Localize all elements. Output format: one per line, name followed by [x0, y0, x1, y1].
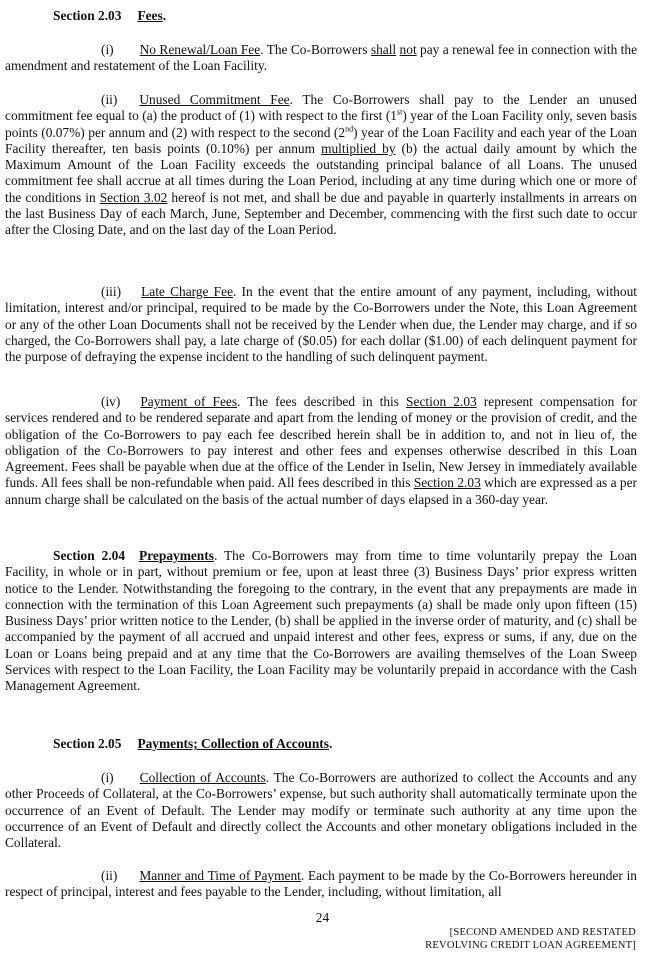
payments-paragraph-i: (i) Collection of Accounts. The Co-Borrowers are authorized to collect the Accounts and any other Proceeds of Collateral, at the Co-Borrowers’ expense, but such authority shall automatically terminate upon the occurrence of an Event of Default. The Lender may modify or terminate such authority at any time upon the occurrence of an Event of Default and directly collect the Accounts and other monetary obligations included in the Collateral. — [5, 770, 637, 851]
item-number: (ii) — [101, 868, 118, 883]
section-title: Fees — [137, 8, 163, 23]
item-title: Unused Commitment Fee — [139, 92, 290, 107]
section-2-03-heading: Section 2.03 Fees. — [53, 8, 167, 23]
section-label: Section 2.03 — [53, 8, 122, 23]
section-title: Prepayments — [139, 548, 214, 563]
fees-paragraph-iii: (iii) Late Charge Fee. In the event that the entire amount of any payment, including, without limitation, interest and/or principal, required to be made by the Co-Borrowers under the Note, this Loan Agreement or any of the other Loan Documents shall not be received by the Lender when due, the Lender may charge, and if so charged, the Co-Borrowers shall pay, a late charge of ($0.05) for each dollar ($1.00) of each delinquent payment for the purpose of defraying the expense incident to the handling of such delinquent payment. — [5, 284, 637, 365]
item-number: (i) — [101, 42, 114, 57]
section-2-05-heading: Section 2.05 Payments; Collection of Accounts. — [53, 736, 333, 751]
item-number: (iii) — [101, 284, 122, 299]
footer-title-line-1: [SECOND AMENDED AND RESTATED — [449, 927, 636, 938]
item-title: Manner and Time of Payment — [139, 868, 301, 883]
fees-paragraph-iv: (iv) Payment of Fees. The fees described in this Section 2.03 represent compensation for services rendered and to be rendered separate and apart from the lending of money or the provision of credit, and the obligation of the Co-Borrowers to pay each fee described herein shall be in addition to, and not in lieu of, the obligation of the Co-Borrowers to pay interest and other fees and expenses otherwise described in this Loan Agreement. Fees shall be payable when due at the office of the Lender in Iselin, New Jersey in immediately available funds. All fees shall be non-refundable when paid. All fees described in this Section 2.03 which are expressed as a per annum charge shall be calculated on the basis of the actual number of days elapsed in a 360-day year. — [5, 394, 638, 507]
item-number: (i) — [101, 770, 114, 785]
document-footer-title — [425, 927, 636, 952]
item-title: Late Charge Fee — [141, 284, 234, 299]
footer-title-line-2: REVOLVING CREDIT LOAN AGREEMENT] — [425, 939, 636, 951]
fees-paragraph-ii: (ii) Unused Commitment Fee. The Co-Borrowers shall pay to the Lender an unused commitment fee equal to (a) the product of (1) with respect to the first (1st) year of the Loan Facility only, seven basis points (0.07%) per annum and (2) with respect to the second (2nd) year of the Loan Facility and each year of the Loan Facility thereafter, ten basis points (0.10%) per annum multiplied by (b) the actual daily amount by which the Maximum Amount of the Loan Facility exceeds the outstanding principal balance of all Loans. The unused commitment fee shall accrue at all times during the Loan Period, including at any time during which one or more of the conditions in Section 3.02 hereof is not met, and shall be due and payable in quarterly installments in arrears on the last Business Day of each March, June, September and December, commencing with the first such date to occur after the Closing Date, and on the last day of the Loan Period. — [5, 92, 637, 238]
section-2-04-paragraph: Section 2.04 Prepayments. The Co-Borrowers may from time to time voluntarily prepay the Loan Facility, in whole or in part, without premium or fee, upon at least three (3) Business Days’ prior express written notice to the Lender. Notwithstanding the foregoing to the contrary, in the event that any prepayments are made in connection with the termination of this Loan Agreement such prepayments (a) shall be made only upon fifteen (15) Business Days’ prior written notice to the Lender, (b) shall be applied in the inverse order of maturity, and (c) shall be accompanied by the payment of all accrued and unpaid interest and other fees, express or sums, if any, due on the Loan or Loans being prepaid and at any time that the Co-Borrowers are availing themselves of the Loan Sweep Services with respect to the Loan Facility, the Loan Facility may be voluntarily prepaid in accordance with the Cash Management Agreement. — [5, 548, 638, 694]
payments-paragraph-ii: (ii) Manner and Time of Payment. Each payment to be made by the Co-Borrowers hereunder in respect of principal, interest and fees payable to the Lender, including, without limitation, all — [5, 868, 637, 900]
item-title: Payment of Fees — [140, 394, 238, 409]
item-number: (ii) — [101, 92, 118, 107]
fees-paragraph-i: (i) No Renewal/Loan Fee. The Co-Borrowers shall not pay a renewal fee in connection with the amendment and restatement of the Loan Facility. — [5, 42, 638, 74]
item-title: Collection of Accounts — [139, 770, 266, 785]
section-label: Section 2.04 — [53, 548, 126, 563]
item-title: No Renewal/Loan Fee — [139, 42, 261, 57]
item-number: (iv) — [101, 394, 121, 409]
page-number: 24 — [315, 910, 330, 925]
section-title: Payments; Collection of Accounts — [137, 736, 329, 751]
section-label: Section 2.05 — [53, 736, 122, 751]
